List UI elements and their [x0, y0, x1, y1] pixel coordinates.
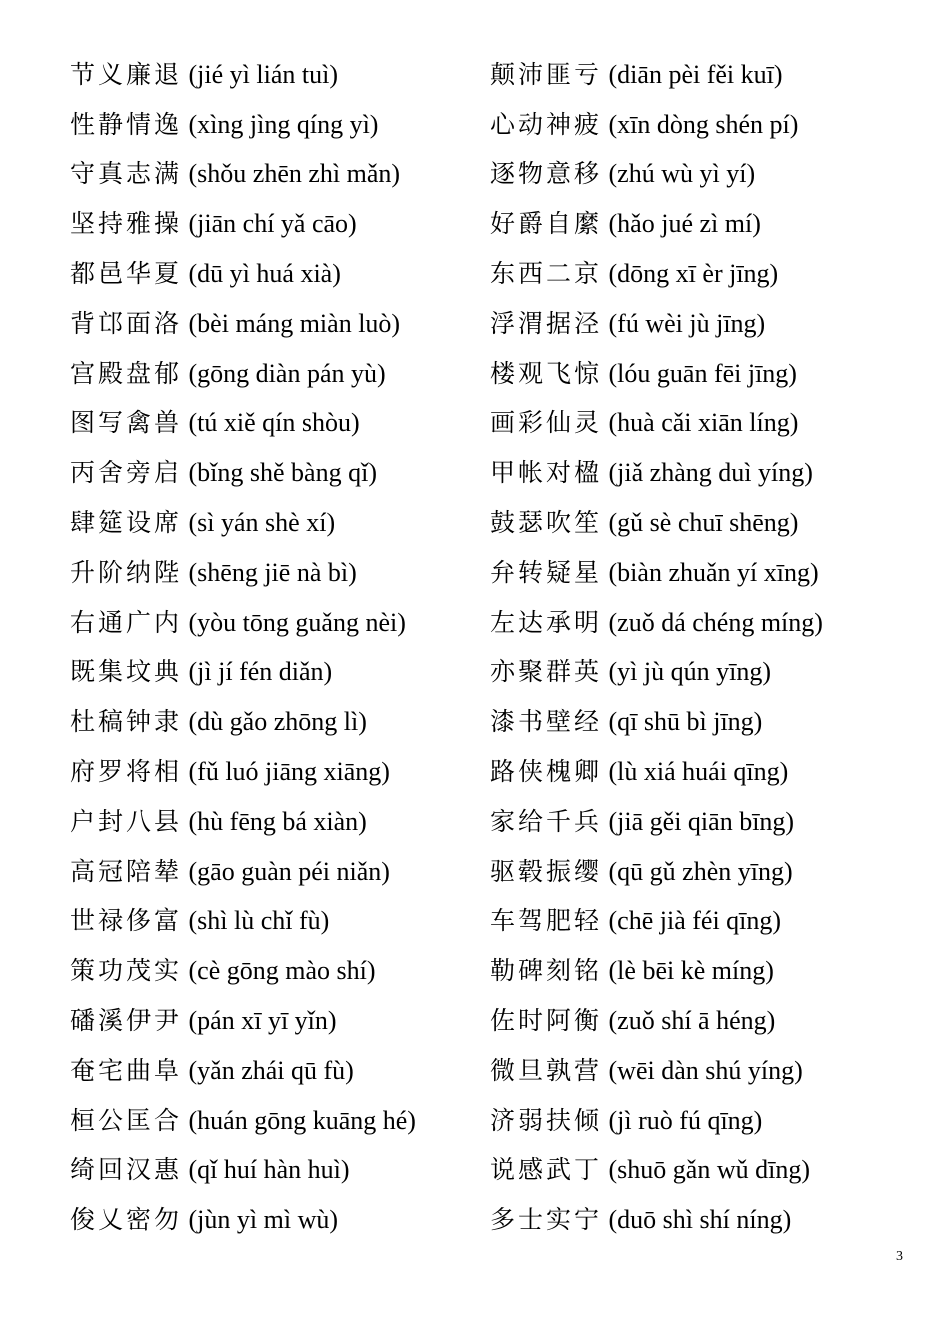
right-entry [490, 759, 930, 785]
page-number: 3 [896, 1249, 903, 1264]
left-entry [70, 1105, 490, 1135]
hanzi: 既集坟典 [70, 657, 183, 687]
hanzi: 漆书壁经 [490, 707, 603, 737]
hanzi: 桓公匡合 [70, 1105, 183, 1135]
hanzi: 绮回汉惠 [70, 1155, 183, 1185]
hanzi: 浮渭据泾 [490, 308, 603, 338]
right-entry [490, 607, 930, 637]
right-entry [490, 261, 930, 287]
right-entry [490, 1157, 930, 1183]
left-entry [70, 759, 490, 785]
table-row [70, 399, 930, 449]
table-row [70, 897, 930, 947]
pinyin: (jiā gěi qiān bīng) [608, 806, 795, 836]
left-entry [70, 557, 490, 587]
hanzi: 节义廉退 [70, 59, 183, 89]
hanzi: 都邑华夏 [70, 259, 183, 289]
table-row [70, 548, 930, 598]
pinyin: (dù gǎo zhōng lì) [188, 707, 367, 737]
hanzi: 宫殿盘郁 [70, 358, 183, 388]
table-row [70, 1096, 930, 1146]
right-entry [490, 1105, 930, 1135]
hanzi: 肆筵设席 [70, 508, 183, 538]
pinyin: (yòu tōng guǎng nèi) [188, 607, 406, 637]
hanzi: 世禄侈富 [70, 906, 183, 936]
pinyin: (zuǒ shí ā héng) [608, 1006, 776, 1036]
pinyin: (hù fēng bá xiàn) [188, 806, 367, 836]
pinyin: (tú xiě qín shòu) [188, 408, 360, 438]
hanzi: 户封八县 [70, 806, 183, 836]
table-row [70, 847, 930, 897]
right-entry [490, 958, 930, 984]
pinyin: (gāo guàn péi niǎn) [188, 856, 390, 886]
hanzi: 心动神疲 [490, 109, 603, 139]
pinyin: (yǎn zhái qū fù) [188, 1055, 354, 1085]
hanzi: 逐物意移 [490, 159, 603, 189]
table-row [70, 598, 930, 648]
pinyin: (fú wèi jù jīng) [608, 308, 766, 338]
right-entry [490, 510, 930, 536]
hanzi: 家给千兵 [490, 806, 603, 836]
left-entry [70, 709, 490, 735]
pinyin: (jié yì lián tuì) [188, 59, 338, 89]
left-entry [70, 607, 490, 637]
pinyin: (cè gōng mào shí) [188, 956, 376, 986]
left-entry [70, 308, 490, 338]
pinyin: (pán xī yī yǐn) [188, 1006, 337, 1036]
pinyin: (huán gōng kuāng hé) [188, 1105, 416, 1135]
pinyin: (shuō gǎn wǔ dīng) [608, 1155, 810, 1185]
right-entry [490, 358, 930, 388]
hanzi: 画彩仙灵 [490, 408, 603, 438]
content-table [70, 50, 930, 1245]
pinyin: (qǐ huí hàn huì) [188, 1155, 350, 1185]
pinyin: (bèi máng miàn luò) [188, 308, 401, 338]
pinyin: (gǔ sè chuī shēng) [608, 508, 799, 538]
hanzi: 车驾肥轻 [490, 906, 603, 936]
right-entry [490, 1008, 930, 1034]
left-entry [70, 410, 490, 436]
left-entry [70, 958, 490, 984]
hanzi: 图写禽兽 [70, 408, 183, 438]
pinyin: (huà cǎi xiān líng) [608, 408, 799, 438]
right-entry [490, 59, 930, 89]
pinyin: (wēi dàn shú yíng) [608, 1055, 803, 1085]
left-entry [70, 806, 490, 836]
table-row [70, 648, 930, 698]
pinyin: (chē jià féi qīng) [608, 906, 782, 936]
hanzi: 磻溪伊尹 [70, 1006, 183, 1036]
hanzi: 守真志满 [70, 159, 183, 189]
pinyin: (jì ruò fú qīng) [608, 1105, 763, 1135]
hanzi: 左达承明 [490, 607, 603, 637]
table-row [70, 747, 930, 797]
table-row [70, 100, 930, 150]
hanzi: 驱毂振缨 [490, 856, 603, 886]
pinyin: (duō shì shí níng) [608, 1205, 792, 1235]
hanzi: 丙舍旁启 [70, 458, 183, 488]
hanzi: 鼓瑟吹笙 [490, 508, 603, 538]
right-entry [490, 806, 930, 836]
pinyin: (shì lù chǐ fù) [188, 906, 330, 936]
hanzi: 奄宅曲阜 [70, 1055, 183, 1085]
left-entry [70, 1055, 490, 1085]
table-row [70, 946, 930, 996]
hanzi: 楼观飞惊 [490, 358, 603, 388]
hanzi: 微旦孰营 [490, 1055, 603, 1085]
right-entry [490, 557, 930, 587]
table-row [70, 1146, 930, 1196]
right-entry [490, 109, 930, 139]
pinyin: (hǎo jué zì mí) [608, 209, 761, 239]
left-entry [70, 358, 490, 388]
pinyin: (jùn yì mì wù) [188, 1205, 339, 1235]
table-row [70, 797, 930, 847]
pinyin: (biàn zhuǎn yí xīng) [608, 557, 819, 587]
hanzi: 性静情逸 [70, 109, 183, 139]
table-row [70, 299, 930, 349]
pinyin: (jiǎ zhàng duì yíng) [608, 458, 813, 488]
pinyin: (xīn dòng shén pí) [608, 109, 799, 139]
table-row [70, 150, 930, 200]
table-row [70, 448, 930, 498]
right-entry [490, 908, 930, 934]
pinyin: (jì jí fén diǎn) [188, 657, 333, 687]
hanzi: 右通广内 [70, 607, 183, 637]
hanzi: 高冠陪辇 [70, 856, 183, 886]
hanzi: 多士实宁 [490, 1205, 603, 1235]
pinyin: (qū gǔ zhèn yīng) [608, 856, 793, 886]
hanzi: 亦聚群英 [490, 657, 603, 687]
pinyin: (qī shū bì jīng) [608, 707, 763, 737]
hanzi: 勒碑刻铭 [490, 956, 603, 986]
hanzi: 俊乂密勿 [70, 1205, 183, 1235]
pinyin: (shēng jiē nà bì) [188, 557, 357, 587]
right-entry [490, 1207, 930, 1233]
right-entry [490, 1055, 930, 1085]
left-entry [70, 261, 490, 287]
pinyin: (xìng jìng qíng yì) [188, 109, 379, 139]
pinyin: (dū yì huá xià) [188, 259, 341, 289]
left-entry [70, 510, 490, 536]
left-entry [70, 460, 490, 486]
table-row [70, 697, 930, 747]
pinyin: (sì yán shè xí) [188, 508, 336, 538]
left-entry [70, 211, 490, 237]
hanzi: 策功茂实 [70, 956, 183, 986]
pinyin: (bǐng shě bàng qǐ) [188, 458, 377, 488]
left-entry [70, 1157, 490, 1183]
hanzi: 坚持雅操 [70, 209, 183, 239]
right-entry [490, 659, 930, 685]
hanzi: 府罗将相 [70, 757, 183, 787]
pinyin: (zhú wù yì yí) [608, 159, 756, 189]
pinyin: (jiān chí yǎ cāo) [188, 209, 357, 239]
left-entry [70, 908, 490, 934]
right-entry [490, 460, 930, 486]
hanzi: 升阶纳陛 [70, 557, 183, 587]
pinyin: (lóu guān fēi jīng) [608, 358, 797, 388]
right-entry [490, 709, 930, 735]
table-row [70, 996, 930, 1046]
table-row [70, 249, 930, 299]
hanzi: 路侠槐卿 [490, 757, 603, 787]
pinyin: (shǒu zhēn zhì mǎn) [188, 159, 401, 189]
pinyin: (lù xiá huái qīng) [608, 757, 789, 787]
right-entry [490, 161, 930, 187]
right-entry [490, 856, 930, 886]
hanzi: 弁转疑星 [490, 557, 603, 587]
right-entry [490, 410, 930, 436]
table-row [70, 1046, 930, 1096]
hanzi: 东西二京 [490, 259, 603, 289]
hanzi: 杜稿钟隶 [70, 707, 183, 737]
right-entry [490, 211, 930, 237]
pinyin: (dōng xī èr jīng) [608, 259, 779, 289]
table-row [70, 50, 930, 100]
table-row [70, 199, 930, 249]
table-row [70, 349, 930, 399]
left-entry [70, 1008, 490, 1034]
hanzi: 甲帐对楹 [490, 458, 603, 488]
hanzi: 佐时阿衡 [490, 1006, 603, 1036]
left-entry [70, 59, 490, 89]
left-entry [70, 161, 490, 187]
left-entry [70, 659, 490, 685]
table-row [70, 498, 930, 548]
pinyin: (gōng diàn pán yù) [188, 358, 386, 388]
table-row [70, 1195, 930, 1245]
left-entry [70, 109, 490, 139]
pinyin: (yì jù qún yīng) [608, 657, 772, 687]
hanzi: 背邙面洛 [70, 308, 183, 338]
pinyin: (fǔ luó jiāng xiāng) [188, 757, 390, 787]
left-entry [70, 1207, 490, 1233]
pinyin: (zuǒ dá chéng míng) [608, 607, 823, 637]
right-entry [490, 308, 930, 338]
hanzi: 颠沛匪亏 [490, 59, 603, 89]
pinyin: (diān pèi fěi kuī) [608, 59, 783, 89]
pinyin: (lè bēi kè míng) [608, 956, 774, 986]
hanzi: 说感武丁 [490, 1155, 603, 1185]
hanzi: 济弱扶倾 [490, 1105, 603, 1135]
hanzi: 好爵自縻 [490, 209, 603, 239]
left-entry [70, 856, 490, 886]
